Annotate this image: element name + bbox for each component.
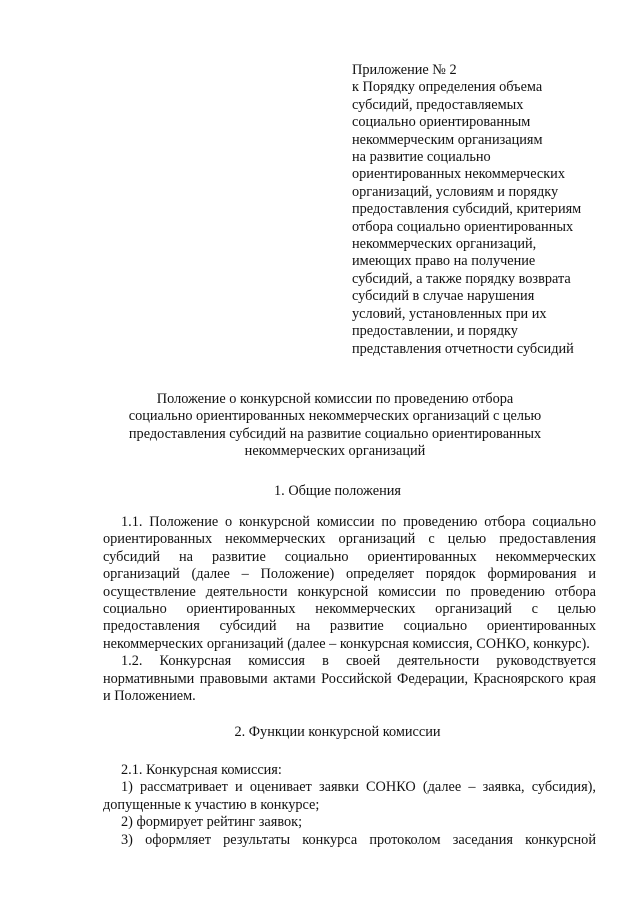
section-1-body — [103, 514, 596, 705]
appendix-line: ориентированных некоммерческих — [352, 166, 565, 183]
appendix-line: некоммерческим организациям — [352, 131, 543, 148]
paragraph-line: организаций (далее – Положение) определяет порядок формирования и — [103, 566, 596, 583]
paragraph-line: и Положением. — [103, 687, 196, 704]
appendix-line: субсидий, предоставляемых — [352, 96, 524, 113]
appendix-line: субсидий, а также порядку возврата — [352, 270, 571, 287]
appendix-line: условий, установленных при их — [352, 305, 547, 322]
paragraph-line: 2) формирует рейтинг заявок; — [121, 814, 303, 831]
paragraph-line: предоставления субсидий на развитие социально ориентированных — [103, 618, 596, 635]
appendix-header — [352, 62, 614, 358]
appendix-line: к Порядку определения объема — [352, 79, 543, 96]
paragraph-line: социально ориентированных некоммерческих организаций с целью — [103, 600, 596, 617]
section-1-heading: 1. Общие положения — [274, 483, 401, 499]
appendix-line: отбора социально ориентированных — [352, 218, 574, 235]
appendix-line: субсидий в случае нарушения — [352, 288, 535, 305]
paragraph-line: допущенные к участию в конкурсе; — [103, 796, 320, 813]
appendix-line: на развитие социально — [352, 149, 491, 166]
paragraph-line: 1) рассматривает и оценивает заявки СОНКО (далее – заявка, субсидия), — [121, 779, 596, 796]
title-line: Положение о конкурсной комиссии по проведению отбора — [156, 391, 514, 407]
appendix-line: организаций, условиям и порядку — [352, 183, 559, 200]
document-title — [100, 391, 570, 461]
paragraph-line: осуществление деятельности конкурсной комиссии по проведению отбора — [103, 583, 596, 600]
appendix-line: имеющих право на получение — [352, 253, 536, 270]
appendix-line: предоставлении, и порядку — [352, 323, 518, 340]
paragraph-line: нормативными правовыми актами Российской Федерации, Красноярского края — [103, 670, 596, 687]
paragraph-line: ориентированных некоммерческих организаций с целью предоставления — [103, 531, 596, 548]
title-line: предоставления субсидий на развитие социально ориентированных — [128, 425, 542, 442]
title-line: некоммерческих организаций — [244, 443, 426, 460]
paragraph-line: 3) оформляет результаты конкурса протоколом заседания конкурсной — [121, 831, 596, 848]
paragraph-line: некоммерческих организаций (далее – конкурсная комиссия, СОНКО, конкурс). — [103, 635, 590, 652]
title-line: социально ориентированных некоммерческих организаций с целью — [128, 408, 542, 425]
paragraph-line: субсидий на развитие социально ориентированных некоммерческих — [103, 548, 596, 565]
section-2-body — [103, 762, 596, 849]
appendix-line: Приложение № 2 — [352, 62, 457, 78]
appendix-line: представления отчетности субсидий — [352, 340, 574, 357]
appendix-line: предоставления субсидий, критериям — [352, 201, 582, 218]
paragraph-line: 1.1. Положение о конкурсной комиссии по проведению отбора социально — [121, 514, 596, 530]
appendix-line: социально ориентированным — [352, 114, 531, 131]
section-2-heading: 2. Функции конкурсной комиссии — [234, 724, 441, 740]
appendix-line: некоммерческих организаций, — [352, 236, 537, 253]
paragraph-line: 2.1. Конкурсная комиссия: — [121, 762, 282, 778]
paragraph-line: 1.2. Конкурсная комиссия в своей деятельности руководствуется — [121, 653, 596, 670]
